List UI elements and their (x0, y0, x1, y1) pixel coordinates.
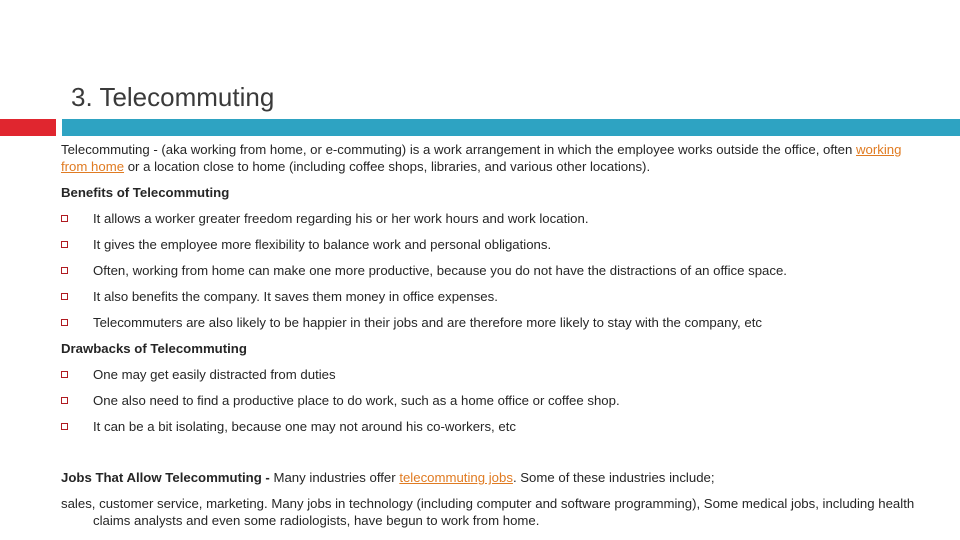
benefits-heading: Benefits of Telecommuting (61, 185, 230, 200)
accent-bar-red (0, 119, 56, 136)
intro-text-2: or a location close to home (including coffee shops, libraries, and various other locations). (124, 159, 651, 174)
jobs-paragraph (61, 469, 931, 486)
intro-text-1: Telecommuting - (aka working from home, or e-commuting) is a work arrangement in which the employee works outside the office, often (61, 142, 857, 157)
square-bullet-icon (61, 215, 68, 222)
slide-content (61, 141, 931, 529)
list-item: Often, working from home can make one more productive, because you do not have the distractions of an office space. (61, 262, 931, 279)
list-item: It also benefits the company. It saves them money in office expenses. (61, 288, 931, 305)
intro-paragraph (61, 141, 931, 175)
jobs-text-1: Many industries offer (269, 470, 400, 485)
square-bullet-icon (61, 293, 68, 300)
square-bullet-icon (61, 371, 68, 378)
jobs-heading: Jobs That Allow Telecommuting - (61, 470, 270, 485)
list-item: It can be a bit isolating, because one may not around his co-workers, etc (61, 418, 931, 435)
jobs-text-2: . Some of these industries include; (512, 470, 715, 485)
square-bullet-icon (61, 397, 68, 404)
benefits-list (61, 210, 931, 331)
industries-paragraph: sales, customer service, marketing. Many jobs in technology (including computer and software programming), Some medical jobs, including health claims analysts and even some radiologists, have begun to work from home. (61, 496, 915, 528)
drawbacks-heading: Drawbacks of Telecommuting (61, 341, 247, 356)
list-item: It gives the employee more flexibility to balance work and personal obligations. (61, 236, 931, 253)
square-bullet-icon (61, 241, 68, 248)
list-item: One also need to find a productive place to do work, such as a home office or coffee shop. (61, 392, 931, 409)
square-bullet-icon (61, 267, 68, 274)
working-from-home-link[interactable]: working from home (61, 142, 902, 174)
list-item: One may get easily distracted from duties (61, 366, 931, 383)
drawbacks-list (61, 366, 931, 435)
list-item: Telecommuters are also likely to be happier in their jobs and are therefore more likely to stay with the company, etc (61, 314, 931, 331)
square-bullet-icon (61, 423, 68, 430)
accent-bar-teal (62, 119, 960, 136)
square-bullet-icon (61, 319, 68, 326)
list-item: It allows a worker greater freedom regarding his or her work hours and work location. (61, 210, 931, 227)
telecommuting-jobs-link[interactable]: telecommuting jobs (399, 470, 513, 485)
slide-title: 3. Telecommuting (71, 82, 275, 112)
